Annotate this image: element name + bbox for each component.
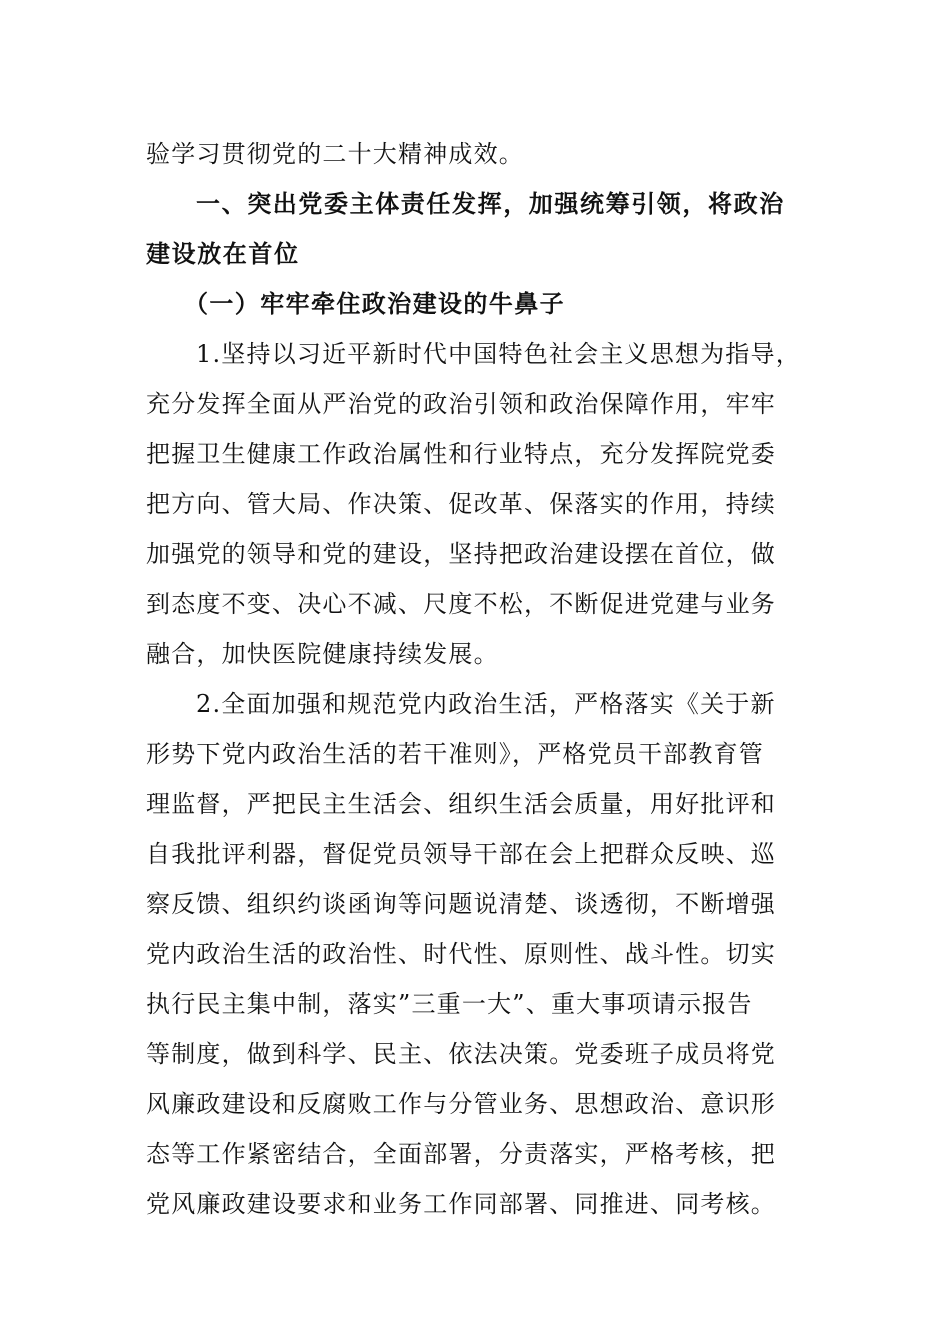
paragraph-line: 到态度不变、决心不减、尺度不松，不断促进党建与业务 xyxy=(146,590,776,618)
paragraph-line: 察反馈、组织约谈函询等问题说清楚、谈透彻，不断增强 xyxy=(146,890,776,918)
paragraph-line: 执行民主集中制，落实”三重一大”、重大事项请示报告 xyxy=(146,990,753,1018)
paragraph-line: 党内政治生活的政治性、时代性、原则性、战斗性。切实 xyxy=(146,940,776,968)
paragraph-line: 理监督，严把民主生活会、组织生活会质量，用好批评和 xyxy=(146,790,776,818)
paragraph-line: 验学习贯彻党的二十大精神成效。 xyxy=(146,140,524,168)
section-heading-line: 一、突出党委主体责任发挥，加强统筹引领，将政治 xyxy=(196,190,785,218)
paragraph-line: 党风廉政建设要求和业务工作同部署、同推进、同考核。 xyxy=(146,1190,776,1218)
paragraph-line: 态等工作紧密结合，全面部署，分责落实，严格考核，把 xyxy=(146,1140,776,1168)
paragraph-line: 融合，加快医院健康持续发展。 xyxy=(146,640,499,668)
paragraph-line: 1.坚持以习近平新时代中国特色社会主义思想为指导， xyxy=(196,340,801,368)
paragraph-line: 把握卫生健康工作政治属性和行业特点，充分发挥院党委 xyxy=(146,440,776,468)
paragraph-line: 自我批评利器，督促党员领导干部在会上把群众反映、巡 xyxy=(146,840,776,868)
paragraph-line: 2.全面加强和规范党内政治生活，严格落实《关于新 xyxy=(196,690,776,718)
paragraph-line: 风廉政建设和反腐败工作与分管业务、思想政治、意识形 xyxy=(146,1090,776,1118)
subsection-heading: （一）牢牢牵住政治建设的牛鼻子 xyxy=(184,290,565,318)
section-heading-line: 建设放在首位 xyxy=(146,240,300,268)
paragraph-line: 把方向、管大局、作决策、促改革、保落实的作用，持续 xyxy=(146,490,776,518)
paragraph-line: 充分发挥全面从严治党的政治引领和政治保障作用，牢牢 xyxy=(146,390,776,418)
paragraph-line: 加强党的领导和党的建设，坚持把政治建设摆在首位，做 xyxy=(146,540,776,568)
paragraph-line: 形势下党内政治生活的若干准则》，严格党员干部教育管 xyxy=(146,740,764,768)
paragraph-line: 等制度，做到科学、民主、依法决策。党委班子成员将党 xyxy=(146,1040,776,1068)
document-body xyxy=(146,129,811,1229)
